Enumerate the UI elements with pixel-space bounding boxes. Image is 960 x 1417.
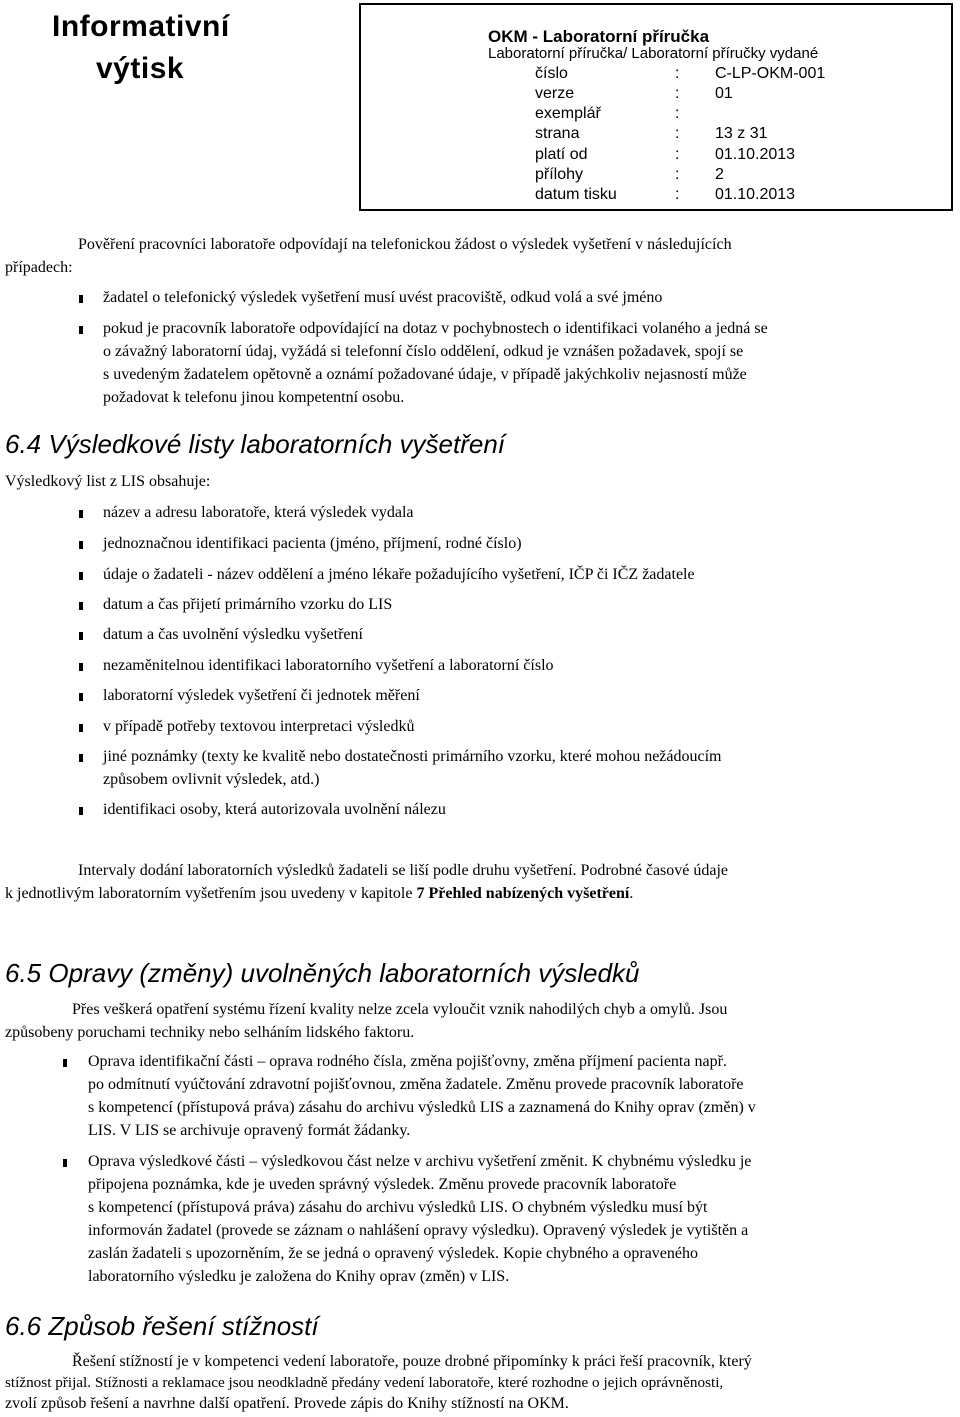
stamp-line-1: Informativní [52,10,230,43]
list-item-continuation: laboratorního výsledku je založena do Knihy oprav (změn) v LIS. [88,1268,510,1285]
bullet-icon [79,295,83,303]
bullet-icon [79,541,83,549]
header-value: 2 [715,166,724,183]
stamp-line-2: výtisk [96,52,185,85]
bullet-icon [79,510,83,518]
list-item: identifikaci osoby, která autorizovala uvolnění nálezu [103,801,446,818]
document-header: OKM - Laboratorní příručka Laboratorní příručka/ Laboratorní příručky vydané číslo : C-LP-OKM-001 verze : 01 exemplář : strana : 13 z 31 platí od : 01.10.2013 přílohy : 2 datum tisku : 01.10.2013 [359,3,953,211]
bullet-icon [79,754,83,762]
header-key: číslo [535,65,568,82]
list-item: nezaměnitelnou identifikaci laboratorního vyšetření a laboratorní číslo [103,657,554,674]
list-item-continuation: zaslán žadateli s upozorněním, že se jedná o opravený výsledek. Kopie chybného a opraveného [88,1245,698,1262]
bullet-icon [63,1059,67,1067]
bullet-icon [79,602,83,610]
bullet-icon [79,632,83,640]
header-value: 01 [715,85,733,102]
section-6-6-line-2: stížnost přijal. Stížnosti a reklamace jsou neodkladně předány vedení laboratoře, které rozhodne o jejich oprávněnosti, [5,1374,724,1391]
list-item-continuation: po odmítnutí vyúčtování zdravotní pojišťovnou, změna žadatele. Změnu provede pracovník laboratoře [88,1076,744,1093]
intro-bullet-2-line-2: o závažný laboratorní údaj, vyžádá si telefonní číslo oddělení, odkud je vznášen požadavek, spojí se [103,343,744,360]
section-6-6-line-3: zvolí způsob řešení a navrhne další opatření. Provede zápis do Knihy stížností na OKM. [5,1395,569,1412]
section-6-4-note-line-2 [5,885,633,903]
list-item-continuation: LIS. V LIS se archivuje opravený formát žádanky. [88,1122,411,1139]
intro-bullet-2-line-3: s uvedeným žadatelem opětovně a oznámí požadované údaje, v případě jakýchkoliv nejasností může [103,366,747,383]
note-text-end: . [629,885,634,902]
section-6-5-lead-line-1: Přes veškerá opatření systému řízení kvality nelze zcela vyloučit vznik nahodilých chyb a omylů. Jsou [72,1001,728,1018]
intro-bullet-2-line-4: požadovat k telefonu jinou kompetentní osobu. [103,389,405,406]
intro-bullet-1: žadatel o telefonický výsledek vyšetření musí uvést pracoviště, odkud volá a své jméno [103,289,663,306]
header-value: 01.10.2013 [715,146,796,163]
list-item-continuation: informován žadatel (provede se záznam o nahlášení opravy výsledku). Opravený výsledek je vytištěn a [88,1222,749,1239]
list-item: název a adresu laboratoře, která výsledek vydala [103,504,414,521]
list-item-continuation: připojena poznámka, kde je uveden správný výsledek. Změnu provede pracovník laboratoře [88,1176,677,1193]
section-heading-6-5: 6.5 Opravy (změny) uvolněných laboratorních výsledků [5,958,640,988]
header-value: 13 z 31 [715,125,768,142]
section-6-4-lead: Výsledkový list z LIS obsahuje: [5,473,211,490]
bullet-icon [79,572,83,580]
header-key: datum tisku [535,186,617,203]
header-key: verze [535,85,575,102]
list-item-continuation: způsobem ovlivnit výsledek, atd.) [103,771,320,788]
bullet-icon [79,693,83,701]
list-item-continuation: s kompetencí (přístupová práva) zásahu do archivu výsledků LIS a zaznamená do Knihy oprav (změn) v [88,1099,756,1116]
header-key: exemplář [535,105,601,122]
section-heading-6-4: 6.4 Výsledkové listy laboratorních vyšetření [5,429,506,459]
header-title: OKM - Laboratorní příručka [488,27,710,46]
intro-line-1: Pověření pracovníci laboratoře odpovídají na telefonickou žádost o výsledek vyšetření v následujících [78,236,732,253]
intro-bullet-2-line-1: pokud je pracovník laboratoře odpovídající na dotaz v pochybnostech o identifikaci volaného a jedná se [103,320,768,337]
section-6-5-lead-line-2: způsobeny poruchami techniky nebo selháním lidského faktoru. [5,1024,415,1041]
list-item-continuation: s kompetencí (přístupová práva) zásahu do archivu výsledků LIS. O chybném výsledku musí být [88,1199,708,1216]
bullet-icon [79,724,83,732]
bullet-icon [79,326,83,334]
list-item: jednoznačnou identifikaci pacienta (jméno, příjmení, rodné číslo) [103,535,522,552]
bullet-icon [79,663,83,671]
section-6-4-note-line-1: Intervaly dodání laboratorních výsledků žadateli se liší podle druhu vyšetření. Podrobné časové údaje [78,862,729,879]
note-text: k jednotlivým laboratorním vyšetřením jsou uvedeny v kapitole [5,885,417,902]
header-key: strana [535,125,580,142]
list-item: datum a čas přijetí primárního vzorku do LIS [103,596,393,613]
list-item: Oprava identifikační části – oprava rodného čísla, změna pojišťovny, změna příjmení pacienta např. [88,1053,727,1070]
header-key: přílohy [535,166,584,183]
chapter-reference: 7 Přehled nabízených vyšetření [416,885,630,902]
header-value: 01.10.2013 [715,186,796,203]
watermark-stamp [52,6,230,90]
header-subtitle: Laboratorní příručka/ Laboratorní příručky vydané [488,45,819,62]
section-6-6-line-1: Řešení stížností je v kompetenci vedení laboratoře, pouze drobné připomínky k práci řeší pracovník, který [72,1353,752,1370]
intro-line-2: případech: [5,259,73,276]
bullet-icon [63,1159,67,1167]
list-item: laboratorní výsledek vyšetření či jednotek měření [103,687,420,704]
list-item: údaje o žadateli - název oddělení a jméno lékaře požadujícího vyšetření, IČP či IČZ žadatele [103,566,695,583]
section-heading-6-6: 6.6 Způsob řešení stížností [5,1311,319,1341]
list-item: Oprava výsledkové části – výsledkovou část nelze v archivu vyšetření změnit. K chybnému výsledku je [88,1153,752,1170]
header-value: C-LP-OKM-001 [715,65,826,82]
list-item: datum a čas uvolnění výsledku vyšetření [103,626,363,643]
header-key: platí od [535,146,588,163]
bullet-icon [79,807,83,815]
list-item: jiné poznámky (texty ke kvalitě nebo dostatečnosti primárního vzorku, které mohou nežádoucím [103,748,722,765]
list-item: v případě potřeby textovou interpretaci výsledků [103,718,415,735]
